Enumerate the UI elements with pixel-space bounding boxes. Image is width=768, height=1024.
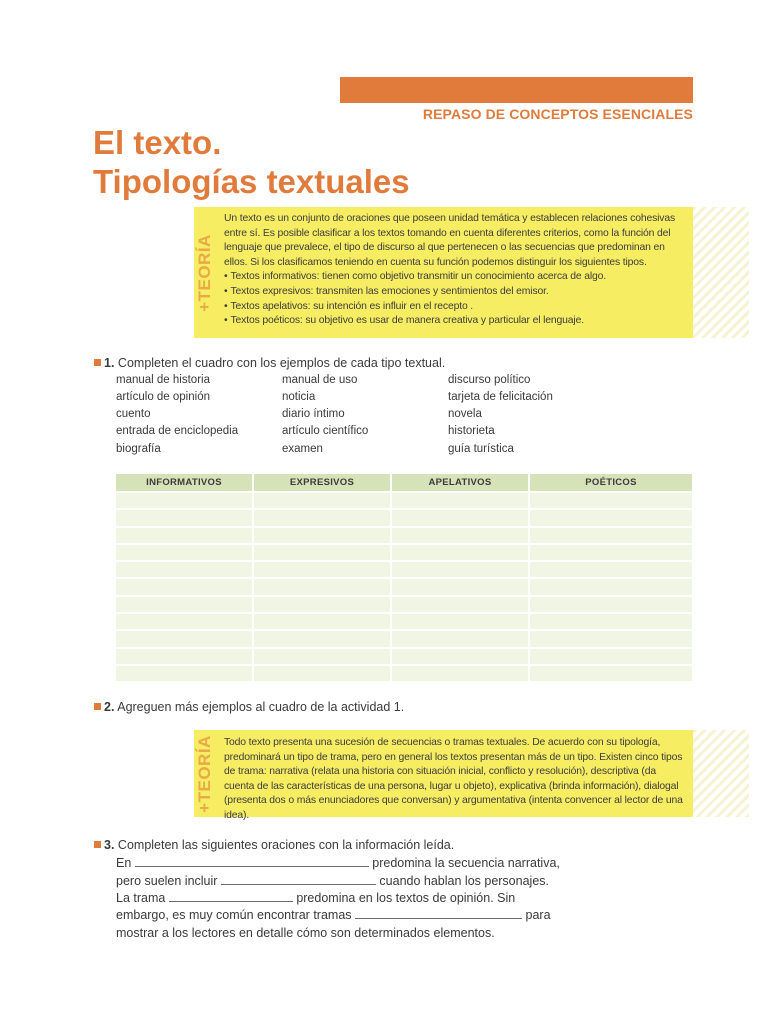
word-item: historieta — [448, 425, 495, 437]
table-cell[interactable] — [529, 613, 692, 630]
blank-field[interactable] — [355, 908, 522, 919]
examples-table — [116, 474, 692, 681]
table-cell[interactable] — [391, 492, 529, 509]
theory-bullet: • Textos apelativos: su intención es influir en el recepto . — [224, 300, 688, 315]
table-cell[interactable] — [391, 561, 529, 578]
sentence-line-3: La trama predomina en los textos de opinión. Sin — [116, 891, 516, 905]
table-row — [116, 527, 692, 544]
table-header-informativos: INFORMATIVOS — [116, 474, 253, 492]
table-cell[interactable] — [529, 596, 692, 613]
page-title-line-2: Tipologías textuales — [93, 163, 410, 200]
table-cell[interactable] — [253, 578, 391, 595]
word-item: diario íntimo — [282, 408, 345, 420]
word-item: novela — [448, 408, 482, 420]
sentence-line-5: mostrar a los lectores en detalle cómo son determinados elementos. — [116, 926, 495, 940]
theory-tag-1: +TEORÍA — [195, 233, 214, 312]
table-cell[interactable] — [391, 630, 529, 647]
word-item: examen — [282, 443, 323, 455]
table-cell[interactable] — [529, 509, 692, 526]
theory-bullet-list — [224, 270, 688, 328]
theory-text-2 — [224, 736, 688, 824]
table-row — [116, 578, 692, 595]
theory-tag-2: +TEORÍA — [195, 734, 214, 813]
table-cell[interactable] — [253, 492, 391, 509]
table-cell[interactable] — [529, 630, 692, 647]
table-cell[interactable] — [529, 578, 692, 595]
square-bullet-icon — [94, 359, 101, 366]
word-item: biografía — [116, 443, 161, 455]
sentence-line-2: pero suelen incluir cuando hablan los personajes. — [116, 874, 549, 888]
word-item: noticia — [282, 391, 316, 403]
table-cell[interactable] — [253, 596, 391, 613]
theory-bullet: • Textos poéticos: su objetivo es usar de manera creativa y particular el lenguaje. — [224, 314, 688, 329]
theory-text-1 — [224, 212, 688, 329]
word-item: tarjeta de felicitación — [448, 391, 553, 403]
table-header-expresivos: EXPRESIVOS — [253, 474, 391, 492]
table-row — [116, 613, 692, 630]
table-cell[interactable] — [253, 561, 391, 578]
table-cell[interactable] — [529, 492, 692, 509]
table-cell[interactable] — [391, 544, 529, 561]
word-item: artículo científico — [282, 425, 369, 437]
table-cell[interactable] — [116, 544, 253, 561]
table-cell[interactable] — [116, 578, 253, 595]
table-row — [116, 596, 692, 613]
table-row — [116, 630, 692, 647]
activity-2-instruction: 2. Agreguen más ejemplos al cuadro de la actividad 1. — [94, 700, 404, 714]
table-cell[interactable] — [253, 648, 391, 665]
activity-1-instruction: 1. Completen el cuadro con los ejemplos de cada tipo textual. — [94, 356, 445, 370]
header-bar — [340, 77, 693, 103]
theory-bullet: • Textos expresivos: transmiten las emociones y sentimientos del emisor. — [224, 285, 688, 300]
table-cell[interactable] — [253, 665, 391, 681]
theory-intro: Un texto es un conjunto de oraciones que poseen unidad temática y establecen relaciones cohesivas entre sí. Es posible clasificar a los textos tomando en cuenta diferentes criterios, como la función del lenguaje que prevalece, el tipo de discurso al que pertenecen o las secuencias que predominan en ellos. Si los clasificamos teniendo en cuenta su función podemos distinguir los siguientes tipos. — [224, 213, 676, 268]
page-title-line-1: El texto. — [93, 124, 222, 161]
table-cell[interactable] — [116, 527, 253, 544]
activity-3-instruction: 3. Completen las siguientes oraciones con la información leída. — [94, 838, 454, 852]
table-cell[interactable] — [391, 578, 529, 595]
table-header-apelativos: APELATIVOS — [391, 474, 529, 492]
word-item: discurso político — [448, 374, 531, 386]
table-cell[interactable] — [391, 509, 529, 526]
table-cell[interactable] — [529, 561, 692, 578]
table-cell[interactable] — [529, 544, 692, 561]
blank-field[interactable] — [221, 874, 376, 885]
table-cell[interactable] — [116, 509, 253, 526]
table-header-row — [116, 474, 692, 492]
table-cell[interactable] — [529, 665, 692, 681]
word-item: manual de uso — [282, 374, 358, 386]
table-row — [116, 665, 692, 681]
table-cell[interactable] — [116, 648, 253, 665]
table-cell[interactable] — [253, 544, 391, 561]
table-row — [116, 492, 692, 509]
theory-paragraph: Todo texto presenta una sucesión de secuencias o tramas textuales. De acuerdo con su tipología, predominará un tipo de trama, pero en general los textos presentan más de un tipo. Existen cinco tipos de trama: narrativa (relata una historia con situación inicial, conflicto y resolución), descriptiva (da cuenta de las características de una persona, lugar u objeto), explicativa (brinda información), dialogal (presenta dos o más enunciadores que conversan) y argumentativa (intenta convencer al lector de una idea). — [224, 737, 683, 821]
square-bullet-icon — [94, 841, 101, 848]
sentence-line-1: En predomina la secuencia narrativa, — [116, 856, 560, 870]
word-item: guía turística — [448, 443, 514, 455]
table-cell[interactable] — [253, 509, 391, 526]
table-cell[interactable] — [529, 527, 692, 544]
word-item: manual de historia — [116, 374, 210, 386]
table-cell[interactable] — [391, 665, 529, 681]
blank-field[interactable] — [169, 891, 293, 902]
table-cell[interactable] — [391, 596, 529, 613]
table-row — [116, 544, 692, 561]
table-cell[interactable] — [116, 492, 253, 509]
table-cell[interactable] — [253, 613, 391, 630]
table-cell[interactable] — [116, 665, 253, 681]
decorative-stripes-2 — [693, 730, 749, 817]
table-cell[interactable] — [116, 630, 253, 647]
table-cell[interactable] — [391, 613, 529, 630]
table-row — [116, 648, 692, 665]
section-label: REPASO DE CONCEPTOS ESENCIALES — [422, 106, 693, 122]
word-item: cuento — [116, 408, 151, 420]
table-row — [116, 509, 692, 526]
table-cell[interactable] — [116, 613, 253, 630]
table-cell[interactable] — [391, 527, 529, 544]
square-bullet-icon — [94, 703, 101, 710]
table-row — [116, 561, 692, 578]
blank-field[interactable] — [135, 856, 369, 867]
table-cell[interactable] — [253, 630, 391, 647]
table-cell[interactable] — [391, 648, 529, 665]
theory-bullet: • Textos informativos: tienen como objetivo transmitir un conocimiento acerca de algo. — [224, 270, 688, 285]
table-cell[interactable] — [529, 648, 692, 665]
table-cell[interactable] — [116, 561, 253, 578]
decorative-stripes-1 — [693, 207, 749, 338]
sentence-line-4: embargo, es muy común encontrar tramas para — [116, 908, 551, 922]
word-item: artículo de opinión — [116, 391, 210, 403]
table-cell[interactable] — [116, 596, 253, 613]
word-item: entrada de enciclopedia — [116, 425, 239, 437]
table-header-poeticos: POÉTICOS — [529, 474, 692, 492]
table-cell[interactable] — [253, 527, 391, 544]
